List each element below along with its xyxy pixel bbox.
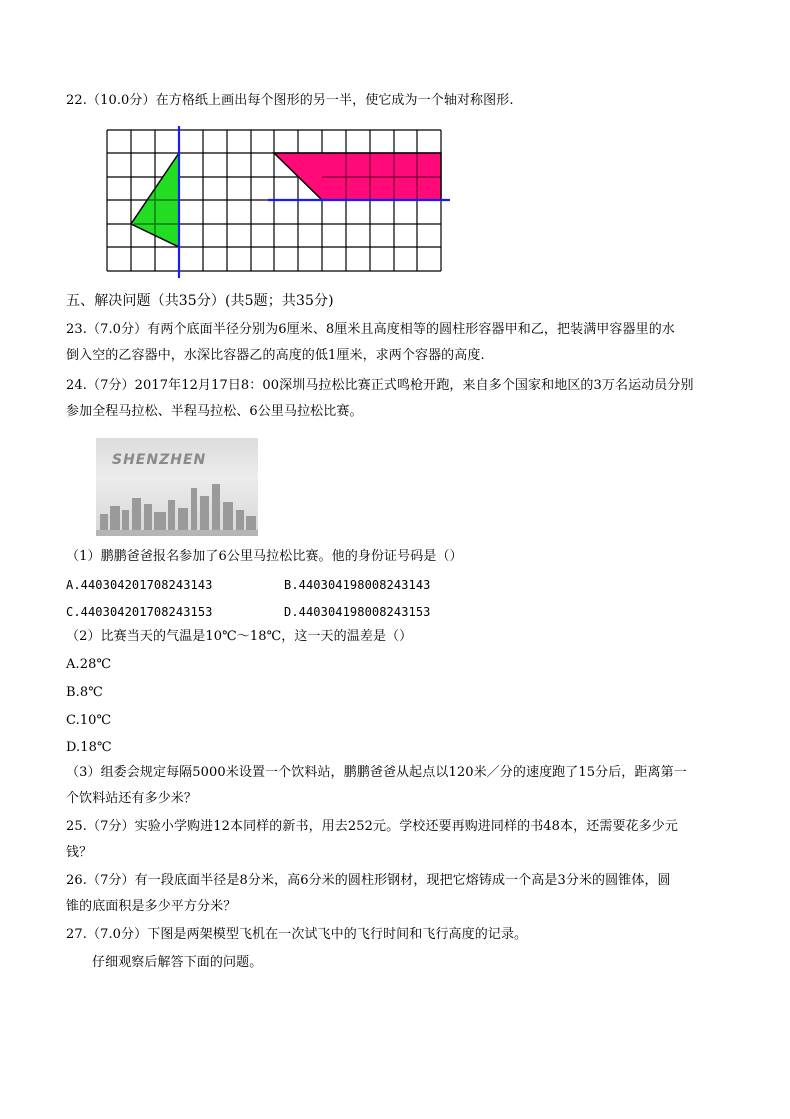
q25-line2: 钱？ (66, 845, 93, 860)
q26-line1: 26.（7分）有一段底面半径是8分米，高6分米的圆柱形钢材，现把它熔铸成一个高是3分米的圆锥体，圆 (66, 873, 671, 888)
temp-option-a: A.28℃ (66, 657, 112, 672)
photo-logo-text: SHENZHEN (112, 452, 207, 468)
section5-heading: 五、解决问题（共35分）(共5题；共35分) (66, 293, 334, 309)
q23-line1: 23.（7.0分）有两个底面半径分别为6厘米、8厘米且高度相等的圆柱形容器甲和乙，把装满甲容器里的水 (66, 322, 675, 337)
q22-text: 22.（10.0分）在方格纸上画出每个图形的另一半，使它成为一个轴对称图形. (66, 93, 514, 108)
q24-sub3-line2: 个饮料站还有多少米？ (66, 791, 198, 806)
option-b: B.440304198008243143 (284, 578, 431, 592)
temp-option-b: B.8℃ (66, 685, 103, 700)
q24-sub2: （2）比赛当天的气温是10℃～18℃，这一天的温差是（） (66, 629, 413, 644)
temp-option-c: C.10℃ (66, 713, 112, 728)
q26-line2: 锥的底面积是多少平方分米？ (66, 899, 237, 914)
q24-line1: 24.（7分）2017年12月17日8：00深圳马拉松比赛正式鸣枪开跑，来自多个国家和地区的3万名运动员分别 (66, 378, 694, 393)
q25-line1: 25.（7分）实验小学购进12本同样的新书，用去252元。学校还要再购进同样的书48本，还需要花多少元 (66, 819, 678, 834)
option-c: C.440304201708243153 (66, 605, 213, 619)
temp-option-d: D.18℃ (66, 740, 112, 755)
q24-sub1: （1）鹏鹏爸爸报名参加了6公里马拉松比赛。他的身份证号码是（） (66, 549, 463, 564)
grid-figure (104, 126, 454, 278)
q24-line2: 参加全程马拉松、半程马拉松、6公里马拉松比赛。 (66, 404, 363, 419)
q27-line1: 27.（7.0分）下图是两架模型飞机在一次试飞中的飞行时间和飞行高度的记录。 (66, 927, 528, 942)
option-a: A.440304201708243143 (66, 578, 213, 592)
q24-sub3-line1: （3）组委会规定每隔5000米设置一个饮料站，鹏鹏爸爸从起点以120米／分的速度跑了15分后，距离第一 (66, 765, 687, 780)
q27-line2: 仔细观察后解答下面的问题。 (92, 955, 263, 970)
option-d: D.440304198008243153 (284, 605, 431, 619)
q23-line2: 倒入空的乙容器中，水深比容器乙的高度的低1厘米，求两个容器的高度. (66, 348, 485, 363)
marathon-photo (96, 438, 258, 536)
